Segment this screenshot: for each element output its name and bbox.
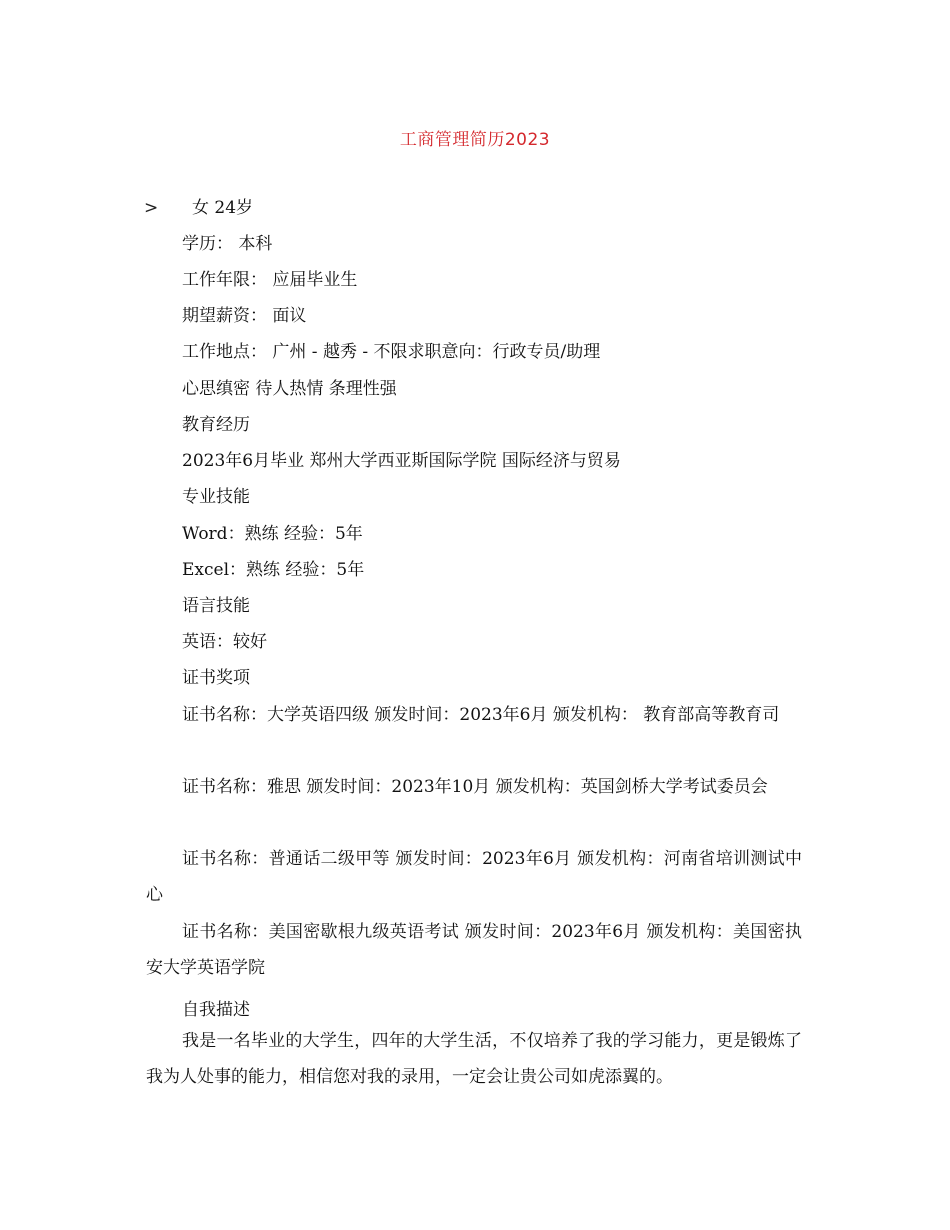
gender-age: 女 24岁 [192,198,254,218]
personal-traits: 心思缜密 待人热情 条理性强 [182,379,397,399]
language-item: 英语：较好 [182,632,267,652]
certificates-heading: 证书奖项 [182,668,250,688]
skills-heading: 专业技能 [182,487,250,507]
bullet-arrow-icon: > [144,198,159,218]
certificate-item: 证书名称：普通话二级甲等 颁发时间：2023年6月 颁发机构：河南省培训测试中心 [146,849,802,905]
self-description-heading: 自我描述 [182,1000,250,1020]
expected-salary: 期望薪资： 面议 [182,306,307,326]
skill-item: Word：熟练 经验：5年 [182,524,363,544]
education-entry: 2023年6月毕业 郑州大学西亚斯国际学院 国际经济与贸易 [182,451,621,471]
document-title: 工商管理简历2023 [399,130,551,150]
languages-heading: 语言技能 [182,596,250,616]
certificate-item: 证书名称：雅思 颁发时间：2023年10月 颁发机构：英国剑桥大学考试委员会 [182,777,768,797]
certificate-item: 证书名称：大学英语四级 颁发时间：2023年6月 颁发机构： 教育部高等教育司 [182,705,780,725]
location-and-intent: 工作地点： 广州 - 越秀 - 不限求职意向：行政专员/助理 [182,342,601,362]
skill-item: Excel：熟练 经验：5年 [182,560,365,580]
certificate-item: 证书名称：美国密歇根九级英语考试 颁发时间：2023年6月 颁发机构：美国密执安大学英语学院 [146,922,802,978]
education-level: 学历： 本科 [182,234,273,254]
work-years: 工作年限： 应届毕业生 [182,270,358,290]
self-description-text: 我是一名毕业的大学生，四年的大学生活，不仅培养了我的学习能力，更是锻炼了我为人处事的能力，相信您对我的录用，一定会让贵公司如虎添翼的。 [146,1031,802,1087]
education-heading: 教育经历 [182,415,250,435]
